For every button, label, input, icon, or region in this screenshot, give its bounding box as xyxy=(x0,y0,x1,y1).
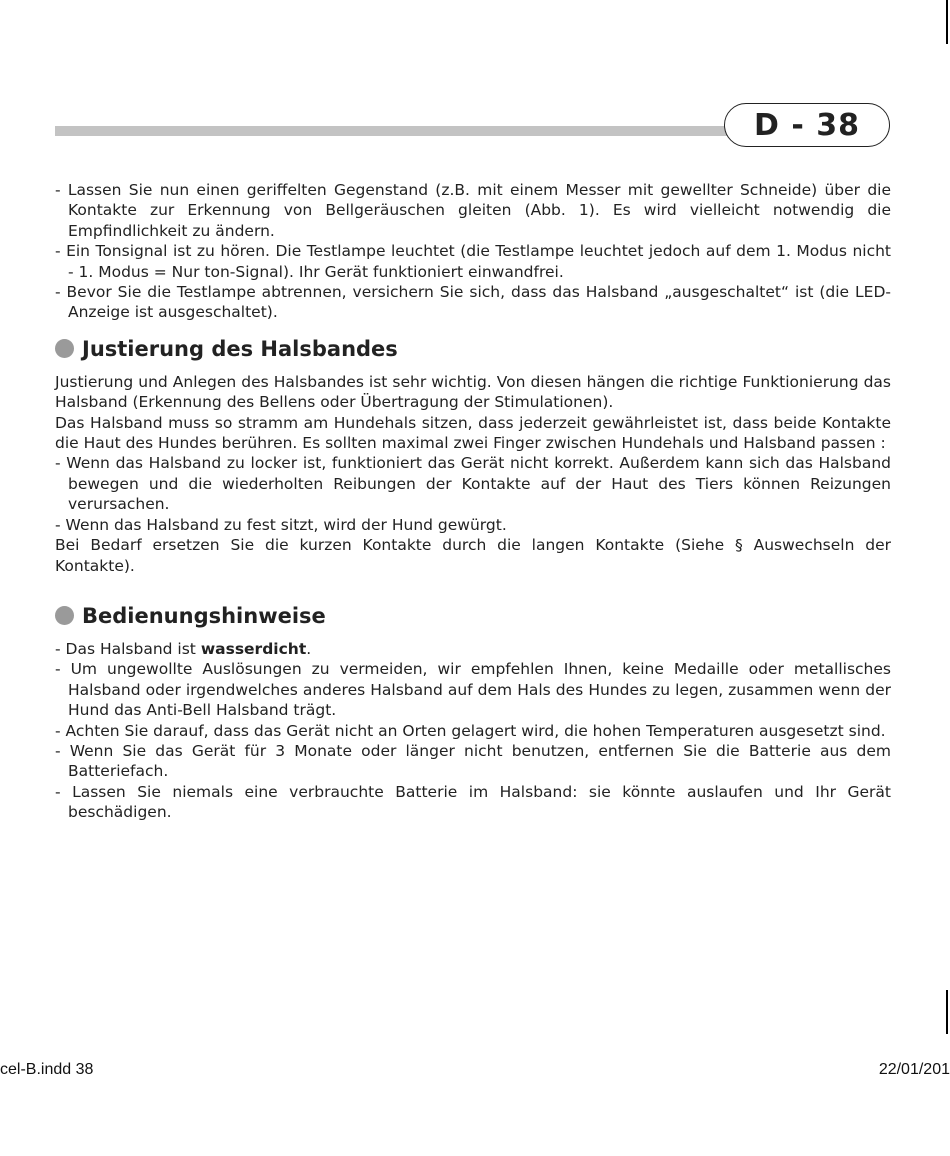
section-heading-bedienungshinweise xyxy=(55,602,891,630)
bullet-dot-icon xyxy=(55,606,74,625)
intro-item: - Bevor Sie die Testlampe abtrennen, versichern Sie sich, dass das Halsband „ausgeschaltet“ ist (die LED-Anzeige ist ausgeschaltet). xyxy=(55,283,891,322)
list-item: - Lassen Sie niemals eine verbrauchte Batterie im Halsband: sie könnte auslaufen und Ihr Gerät beschädigen. xyxy=(55,782,891,822)
list-item: - Wenn das Halsband zu locker ist, funktioniert das Gerät nicht korrekt. Außerdem kann sich das Halsband bewegen und die wiederholten Reibungen der Kontakte auf der Haut des Tiers können Reizungen verursachen. xyxy=(55,454,891,514)
list-item-text: . xyxy=(306,639,312,658)
list-item: - Wenn das Halsband zu fest sitzt, wird der Hund gewürgt. xyxy=(55,515,507,534)
intro-item: - Lassen Sie nun einen geriffelten Gegenstand (z.B. mit einem Messer mit gewellter Schneide) über die Kontakte zur Erkennung von Bellgeräuschen gleiten (Abb. 1). Es wird vielleicht notwendig die Empfindlichkeit zu ändern. xyxy=(55,181,891,240)
page-number-badge: D - 38 xyxy=(724,103,890,147)
crop-mark-top xyxy=(946,0,948,44)
intro-item: - Ein Tonsignal ist zu hören. Die Testlampe leuchtet (die Testlampe leuchtet jedoch auf dem 1. Modus nicht - 1. Modus = Nur ton-Signal). Ihr Gerät funktioniert einwandfrei. xyxy=(55,242,891,281)
list-item: - Um ungewollte Auslösungen zu vermeiden, wir empfehlen Ihnen, keine Medaille oder metallisches Halsband oder irgendwelches anderes Halsband auf dem Hals des Hundes zu legen, zusammen wenn der Hund das Anti-Bell Halsband trägt. xyxy=(55,660,891,720)
section-heading-justierung xyxy=(55,335,891,363)
list-item-text: - Das Halsband ist xyxy=(55,639,201,658)
bullet-dot-icon xyxy=(55,339,74,358)
paragraph: Justierung und Anlegen des Halsbandes ist sehr wichtig. Von diesen hängen die richtige Funktionierung das Halsband (Erkennung des Bellens oder Übertragung der Stimulationen). xyxy=(55,372,891,412)
list-item: - Wenn Sie das Gerät für 3 Monate oder länger nicht benutzen, entfernen Sie die Batterie aus dem Batteriefach. xyxy=(55,741,891,781)
section-heading-text: Justierung des Halsbandes xyxy=(82,336,398,361)
paragraph: Das Halsband muss so stramm am Hundehals sitzen, dass jederzeit gewährleistet ist, dass beide Kontakte die Haut des Hundes berühren. Es sollten maximal zwei Finger zwischen Hundehals und Halsband passen : xyxy=(55,413,891,453)
list-item-emphasis: wasserdicht xyxy=(200,639,307,658)
footer-date-label: 22/01/201 xyxy=(878,1061,950,1078)
crop-mark-bottom xyxy=(946,990,948,1034)
paragraph: Bei Bedarf ersetzen Sie die kurzen Kontakte durch die langen Kontakte (Siehe § Auswechseln der Kontakte). xyxy=(55,536,891,575)
list-item: - Achten Sie darauf, dass das Gerät nicht an Orten gelagert wird, die hohen Temperaturen ausgesetzt sind. xyxy=(55,721,886,740)
section-heading-text: Bedienungshinweise xyxy=(82,603,326,628)
page-content xyxy=(55,180,891,823)
footer-file-label: cel-B.indd 38 xyxy=(0,1061,94,1078)
header-bar xyxy=(55,126,745,136)
list-item xyxy=(55,639,891,659)
